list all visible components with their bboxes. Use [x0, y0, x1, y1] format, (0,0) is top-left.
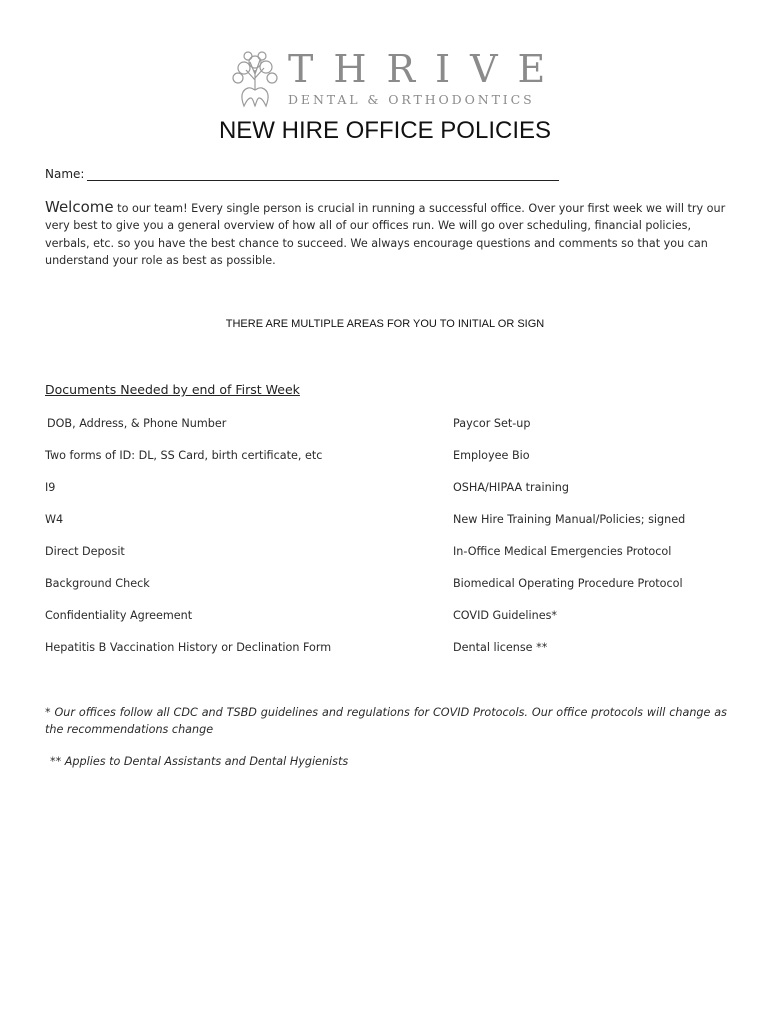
name-label: Name: — [45, 167, 85, 181]
welcome-lead: Welcome — [45, 198, 114, 216]
document-item: Biomedical Operating Procedure Protocol — [453, 577, 683, 590]
document-item: Hepatitis B Vaccination History or Declination Form — [45, 641, 332, 654]
document-item: COVID Guidelines* — [453, 609, 558, 622]
license-footnote: ** Applies to Dental Assistants and Dental Hygienists — [50, 755, 349, 768]
logo-tagline: DENTAL & ORTHODONTICS — [288, 92, 535, 107]
document-item: OSHA/HIPAA training — [453, 481, 569, 494]
document-item: Employee Bio — [453, 449, 530, 462]
logo-wordmark: THRIVE — [288, 47, 566, 91]
name-signature-line[interactable] — [87, 167, 559, 181]
company-logo — [226, 47, 566, 112]
welcome-paragraph — [45, 199, 730, 270]
document-item: Direct Deposit — [45, 545, 125, 558]
documents-heading: Documents Needed by end of First Week — [45, 382, 300, 397]
document-item: Dental license ** — [453, 641, 548, 654]
welcome-body: to our team! Every single person is crucial in running a successful office. Over your first week we will try our very best to give you a general overview of how all of our offices run. We will go over scheduling, financial policies, verbals, etc. so you have the best chance to succeed. We always encourage questions and comments so that you can understand your role as best as possible. — [45, 202, 726, 268]
page-title: NEW HIRE OFFICE POLICIES — [218, 117, 552, 144]
name-field-row — [45, 167, 559, 181]
document-item: Background Check — [45, 577, 150, 590]
document-item: New Hire Training Manual/Policies; signed — [453, 513, 686, 526]
document-item: Paycor Set-up — [453, 417, 531, 430]
initial-sign-notice: THERE ARE MULTIPLE AREAS FOR YOU TO INITIAL OR SIGN — [225, 318, 545, 330]
covid-footnote: * Our offices follow all CDC and TSBD guidelines and regulations for COVID Protocols. Our office protocols will change as the recommendations change — [45, 706, 727, 736]
document-item: Two forms of ID: DL, SS Card, birth certificate, etc — [45, 449, 323, 462]
document-item: In-Office Medical Emergencies Protocol — [453, 545, 672, 558]
tree-tooth-icon — [226, 50, 284, 110]
document-item: Confidentiality Agreement — [45, 609, 193, 622]
document-item: I9 — [45, 481, 56, 494]
document-item: W4 — [45, 513, 64, 526]
document-item: DOB, Address, & Phone Number — [47, 417, 227, 430]
